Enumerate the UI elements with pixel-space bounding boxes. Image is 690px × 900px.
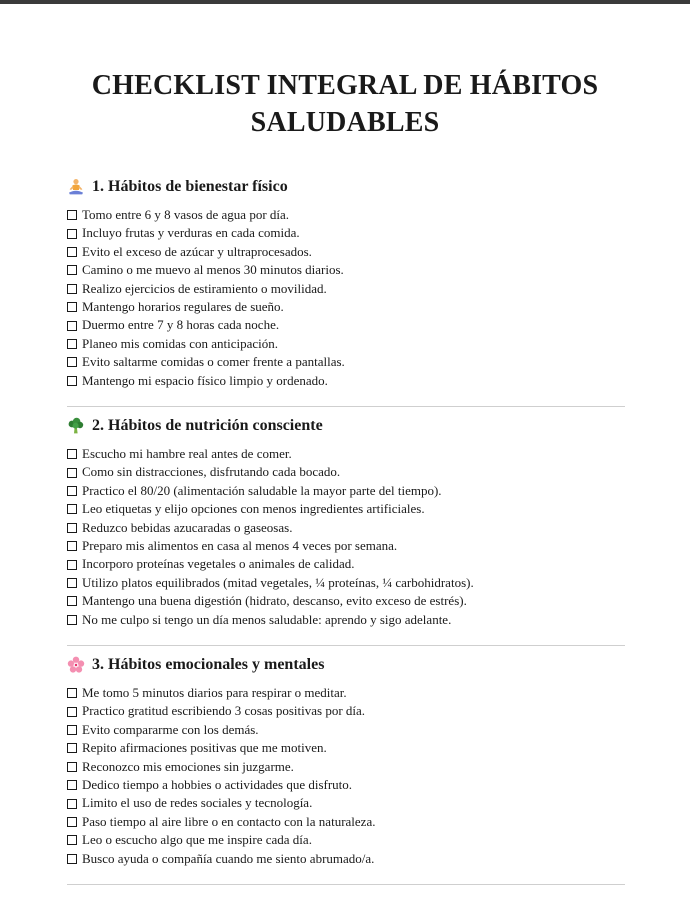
- checklist-item[interactable]: [67, 850, 625, 868]
- checklist-item-text: Evito el exceso de azúcar y ultraprocesados.: [82, 243, 312, 259]
- checklist-item[interactable]: [67, 500, 625, 518]
- checklist-item[interactable]: [67, 372, 625, 390]
- checklist-item-text: Duermo entre 7 y 8 horas cada noche.: [82, 317, 280, 333]
- checkbox[interactable]: [67, 835, 77, 845]
- checklist-item[interactable]: [67, 206, 625, 224]
- checklist-item-text: Leo o escucho algo que me inspire cada día.: [82, 832, 312, 848]
- section-conscious-nutrition: [67, 415, 625, 629]
- checklist-item[interactable]: [67, 702, 625, 720]
- checkbox[interactable]: [67, 339, 77, 349]
- checklist-item[interactable]: [67, 684, 625, 702]
- checklist-item-text: Limito el uso de redes sociales y tecnología.: [82, 795, 313, 811]
- checklist-item[interactable]: [67, 758, 625, 776]
- broccoli-icon: [67, 417, 85, 435]
- checkbox[interactable]: [67, 707, 77, 717]
- checkbox[interactable]: [67, 780, 77, 790]
- checklist-item[interactable]: [67, 592, 625, 610]
- checkbox[interactable]: [67, 578, 77, 588]
- checklist-item[interactable]: [67, 537, 625, 555]
- checkbox[interactable]: [67, 799, 77, 809]
- checklist-item-text: Camino o me muevo al menos 30 minutos diarios.: [82, 262, 344, 278]
- checkbox[interactable]: [67, 762, 77, 772]
- checklist-item[interactable]: [67, 445, 625, 463]
- checkbox[interactable]: [67, 210, 77, 220]
- checklist-item[interactable]: [67, 831, 625, 849]
- checkbox[interactable]: [67, 541, 77, 551]
- checklist-item-text: Mantengo horarios regulares de sueño.: [82, 298, 284, 314]
- checklist-item[interactable]: [67, 463, 625, 481]
- checkbox[interactable]: [67, 486, 77, 496]
- checklist-item-text: Practico gratitud escribiendo 3 cosas positivas por día.: [82, 703, 366, 719]
- checklist-item[interactable]: [67, 721, 625, 739]
- checklist-item[interactable]: [67, 776, 625, 794]
- checklist-item[interactable]: [67, 298, 625, 316]
- section-divider: [67, 645, 625, 646]
- section-heading: [67, 176, 625, 198]
- checklist-item[interactable]: [67, 224, 625, 242]
- checklist-item-text: Reconozco mis emociones sin juzgarme.: [82, 758, 294, 774]
- checklist-item[interactable]: [67, 482, 625, 500]
- section-emotional-mental: [67, 654, 625, 868]
- person-in-lotus-position-icon: [67, 178, 85, 196]
- checklist-item[interactable]: [67, 280, 625, 298]
- checklist-item[interactable]: [67, 555, 625, 573]
- checklist-item-text: Incorporo proteínas vegetales o animales de calidad.: [82, 556, 355, 572]
- checklist-item[interactable]: [67, 261, 625, 279]
- checklist-item-text: Realizo ejercicios de estiramiento o movilidad.: [82, 280, 327, 296]
- checklist-item-text: Evito compararme con los demás.: [82, 721, 259, 737]
- checkbox[interactable]: [67, 247, 77, 257]
- checkbox[interactable]: [67, 376, 77, 386]
- checklist: [67, 684, 625, 868]
- checkbox[interactable]: [67, 357, 77, 367]
- checklist-item-text: Repito afirmaciones positivas que me motiven.: [82, 740, 327, 756]
- checklist-item-text: Como sin distracciones, disfrutando cada bocado.: [82, 464, 341, 480]
- checklist-item-text: Mantengo mi espacio físico limpio y ordenado.: [82, 372, 328, 388]
- checklist-item[interactable]: [67, 611, 625, 629]
- checkbox[interactable]: [67, 743, 77, 753]
- checklist-item[interactable]: [67, 813, 625, 831]
- checklist-item[interactable]: [67, 353, 625, 371]
- checklist-item-text: Tomo entre 6 y 8 vasos de agua por día.: [82, 207, 290, 222]
- checkbox[interactable]: [67, 523, 77, 533]
- checklist-item[interactable]: [67, 519, 625, 537]
- section-heading-text: 3. Hábitos emocionales y mentales: [92, 656, 325, 673]
- checklist-item[interactable]: [67, 316, 625, 334]
- checkbox[interactable]: [67, 321, 77, 331]
- checkbox[interactable]: [67, 688, 77, 698]
- checklist-item-text: Busco ayuda o compañía cuando me siento abrumado/a.: [82, 850, 375, 866]
- checklist-item[interactable]: [67, 335, 625, 353]
- checkbox[interactable]: [67, 560, 77, 570]
- checkbox[interactable]: [67, 265, 77, 275]
- checklist-item[interactable]: [67, 574, 625, 592]
- checklist-item-text: Me tomo 5 minutos diarios para respirar o meditar.: [82, 685, 347, 700]
- page-title: CHECKLIST INTEGRAL DE HÁBITOS SALUDABLES: [91, 70, 599, 138]
- checklist: [67, 445, 625, 629]
- checkbox[interactable]: [67, 854, 77, 864]
- checklist-item-text: Leo etiquetas y elijo opciones con menos ingredientes artificiales.: [82, 501, 425, 517]
- checklist-item[interactable]: [67, 243, 625, 261]
- checkbox[interactable]: [67, 449, 77, 459]
- checklist-item-text: Practico el 80/20 (alimentación saludable la mayor parte del tiempo).: [82, 482, 442, 498]
- checkbox[interactable]: [67, 596, 77, 606]
- section-divider: [67, 406, 625, 407]
- checkbox[interactable]: [67, 302, 77, 312]
- checklist-item-text: Planeo mis comidas con anticipación.: [82, 335, 279, 351]
- checkbox[interactable]: [67, 615, 77, 625]
- section-heading-text: 2. Hábitos de nutrición consciente: [92, 417, 323, 434]
- section-physical-wellbeing: [67, 176, 625, 390]
- checklist-item-text: Dedico tiempo a hobbies o actividades que disfruto.: [82, 776, 353, 792]
- section-divider: [67, 884, 625, 885]
- checklist-item-text: Mantengo una buena digestión (hidrato, descanso, evito exceso de estrés).: [82, 593, 467, 609]
- checkbox[interactable]: [67, 468, 77, 478]
- checkbox[interactable]: [67, 817, 77, 827]
- checklist: [67, 206, 625, 390]
- checkbox[interactable]: [67, 725, 77, 735]
- checklist-item-text: Escucho mi hambre real antes de comer.: [82, 446, 292, 461]
- checklist-item-text: Reduzco bebidas azucaradas o gaseosas.: [82, 519, 293, 535]
- section-heading-text: 1. Hábitos de bienestar físico: [92, 178, 288, 195]
- checklist-item-text: Incluyo frutas y verduras en cada comida.: [82, 225, 300, 241]
- section-heading: [67, 415, 625, 437]
- checklist-item-text: Utilizo platos equilibrados (mitad vegetales, ¼ proteínas, ¼ carbohidratos).: [82, 574, 474, 590]
- checklist-item-text: No me culpo si tengo un día menos saludable: aprendo y sigo adelante.: [82, 611, 452, 627]
- checkbox[interactable]: [67, 229, 77, 239]
- checklist-item-text: Preparo mis alimentos en casa al menos 4 veces por semana.: [82, 537, 398, 553]
- checklist-item[interactable]: [67, 794, 625, 812]
- checkbox[interactable]: [67, 284, 77, 294]
- checklist-item-text: Paso tiempo al aire libre o en contacto con la naturaleza.: [82, 813, 376, 829]
- checklist-item[interactable]: [67, 739, 625, 757]
- section-heading: [67, 654, 625, 676]
- checkbox[interactable]: [67, 504, 77, 514]
- cherry-blossom-icon: [67, 656, 85, 674]
- checklist-item-text: Evito saltarme comidas o comer frente a pantallas.: [82, 354, 345, 370]
